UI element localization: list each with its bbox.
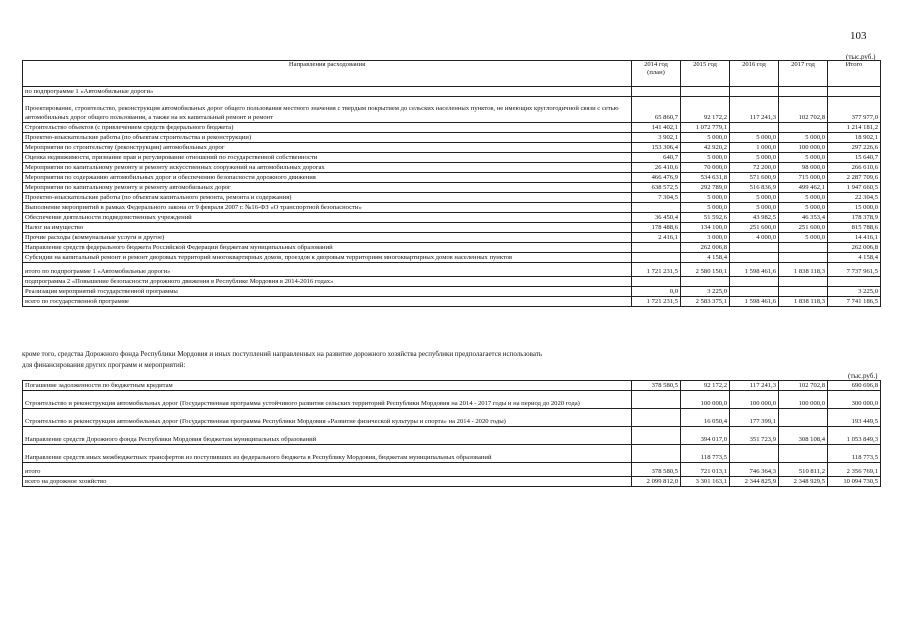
cell-2014 <box>632 243 681 253</box>
subprogram1-title: по подпрограмме 1 «Автомобильные дороги» <box>23 87 632 97</box>
cell-total: 297 226,6 <box>828 143 881 153</box>
grand-2015: 3 301 163,1 <box>681 477 730 487</box>
table-row <box>23 223 881 233</box>
cell-total: 1 053 849,3 <box>828 427 881 445</box>
cell-2014: 153 306,4 <box>632 143 681 153</box>
table-row <box>23 163 881 173</box>
subprogram2-title-row <box>23 277 881 287</box>
header-2017: 2017 год <box>779 61 828 87</box>
cell-2016: 5 000,0 <box>730 193 779 203</box>
row-label: Мероприятия по капитальному ремонту и ремонту искусственных сооружений на автомобильных дорогах <box>23 163 632 173</box>
cell-total: 178 378,9 <box>828 213 881 223</box>
row-label: Направление средств иных межбюджетных трансфертов из поступивших из федерального бюджета в Республику Мордовия, бюджетам муниципальных образований <box>23 445 632 463</box>
cell-2016: 117 241,3 <box>730 381 779 391</box>
cell-total: 193 449,5 <box>828 409 881 427</box>
cell-2017: 715 000,0 <box>779 173 828 183</box>
itogo-2016: 746 364,3 <box>730 463 779 477</box>
cell-2016: 72 200,0 <box>730 163 779 173</box>
cell-2014 <box>632 253 681 263</box>
itogo-row <box>23 463 881 477</box>
cell-2016 <box>730 287 779 297</box>
row-label: Проектно-изыскательские работы (по объектам строительства и реконструкции) <box>23 133 632 143</box>
cell-2017: 499 462,1 <box>779 183 828 193</box>
table-row <box>23 233 881 243</box>
cell-2017 <box>779 253 828 263</box>
cell-2017: 308 108,4 <box>779 427 828 445</box>
itogo-2014: 378 580,5 <box>632 463 681 477</box>
header-2015: 2015 год <box>681 61 730 87</box>
cell-total: 15 000,0 <box>828 203 881 213</box>
cell-2017: 100 000,0 <box>779 143 828 153</box>
cell-2015: 3 000,0 <box>681 233 730 243</box>
cell-2017: 251 600,0 <box>779 223 828 233</box>
table-header-row <box>23 61 881 87</box>
total-2016: 1 598 461,6 <box>730 297 779 307</box>
cell-total: 377 977,0 <box>828 97 881 123</box>
cell-2017: 5 000,0 <box>779 133 828 143</box>
cell-2014 <box>632 409 681 427</box>
cell-2017 <box>779 409 828 427</box>
itogo-label: итого <box>23 463 632 477</box>
cell-total: 262 006,8 <box>828 243 881 253</box>
cell-2017: 46 353,4 <box>779 213 828 223</box>
cell-2014: 178 488,6 <box>632 223 681 233</box>
row-label: Проектно-изыскательские работы (по объектам капитального ремонта, ремонта и содержания) <box>23 193 632 203</box>
cell-total: 1 947 660,5 <box>828 183 881 193</box>
table-row <box>23 203 881 213</box>
header-2014: 2014 год (план) <box>632 61 681 87</box>
cell-total: 118 773,5 <box>828 445 881 463</box>
row-label: Реализация мероприятий государственной программы <box>23 287 632 297</box>
cell-total: 815 788,6 <box>828 223 881 233</box>
other-programs-table <box>22 380 881 487</box>
cell-2015: 4 158,4 <box>681 253 730 263</box>
cell-2016: 516 836,9 <box>730 183 779 193</box>
cell-2015: 92 172,2 <box>681 97 730 123</box>
table-row <box>23 183 881 193</box>
table-row <box>23 445 881 463</box>
cell-2015: 534 631,8 <box>681 173 730 183</box>
note-line-1: кроме того, средства Дорожного фонда Республики Мордовия и иных поступлений направленных на развитие дорожного хозяйства республики предполагается использовать <box>22 350 543 358</box>
table-row <box>23 243 881 253</box>
total-2014: 1 721 231,5 <box>632 297 681 307</box>
grand-2017: 2 348 929,5 <box>779 477 828 487</box>
cell-2014: 640,7 <box>632 153 681 163</box>
page-number: 103 <box>850 30 867 42</box>
cell-2016: 177 399,1 <box>730 409 779 427</box>
cell-2014: 638 572,5 <box>632 183 681 193</box>
note-line-2: для финансирования других программ и мероприятий: <box>22 361 186 369</box>
cell-2015: 51 592,6 <box>681 213 730 223</box>
subtotal-row <box>23 263 881 277</box>
subprogram-title-row <box>23 87 881 97</box>
cell-2014 <box>632 203 681 213</box>
cell-2014 <box>632 427 681 445</box>
cell-2016 <box>730 253 779 263</box>
header-2016: 2016 год <box>730 61 779 87</box>
table-row <box>23 133 881 143</box>
cell-2015: 3 225,0 <box>681 287 730 297</box>
itogo-2017: 510 811,2 <box>779 463 828 477</box>
cell-2014: 378 580,5 <box>632 381 681 391</box>
table-row <box>23 193 881 203</box>
cell-2015: 100 000,0 <box>681 391 730 409</box>
row-label: Выполнение мероприятий в рамках Федерального закона от 9 февраля 2007 г. №16-ФЗ «О транспортной безопасности» <box>23 203 632 213</box>
grand-total: 10 094 730,5 <box>828 477 881 487</box>
cell-2017: 5 000,0 <box>779 203 828 213</box>
grand-total-row <box>23 477 881 487</box>
row-label: Оценка недвижимости, признание прав и регулирование отношений по государственной собственности <box>23 153 632 163</box>
cell-2014: 7 304,5 <box>632 193 681 203</box>
cell-total: 2 287 709,6 <box>828 173 881 183</box>
cell-2016: 5 000,0 <box>730 153 779 163</box>
cell-2016: 1 000,0 <box>730 143 779 153</box>
row-label: Налог на имущество <box>23 223 632 233</box>
cell-2016 <box>730 123 779 133</box>
cell-total: 1 214 181,2 <box>828 123 881 133</box>
cell-2014: 466 476,9 <box>632 173 681 183</box>
table-row <box>23 409 881 427</box>
cell-2016: 571 600,9 <box>730 173 779 183</box>
row-label: Строительство объектов (с привлечением средств федерального бюджета) <box>23 123 632 133</box>
cell-total: 18 902,1 <box>828 133 881 143</box>
cell-total: 690 696,8 <box>828 381 881 391</box>
table-row <box>23 253 881 263</box>
cell-total: 266 610,6 <box>828 163 881 173</box>
expenditure-table <box>22 60 881 307</box>
table-row <box>23 123 881 133</box>
cell-2017 <box>779 123 828 133</box>
subtotal-2016: 1 598 461,6 <box>730 263 779 277</box>
grand-2014: 2 099 812,0 <box>632 477 681 487</box>
cell-2015: 16 050,4 <box>681 409 730 427</box>
row-label: Субсидии на капитальный ремонт и ремонт дворовых территорий многоквартирных домов, проездов к дворовым территориям многоквартирных домов населенных пунктов <box>23 253 632 263</box>
grand-label: всего на дорожное хозяйство <box>23 477 632 487</box>
cell-2017: 100 000,0 <box>779 391 828 409</box>
cell-2017: 98 000,0 <box>779 163 828 173</box>
cell-2014: 36 450,4 <box>632 213 681 223</box>
table-row <box>23 143 881 153</box>
row-label: Направление средств федерального бюджета Российской Федерации бюджетам муниципальных образований <box>23 243 632 253</box>
unit-label-2: (тыс.руб.) <box>848 372 878 380</box>
row-label: Мероприятия по строительству (реконструкции) автомобильных дорог <box>23 143 632 153</box>
cell-2015: 262 006,8 <box>681 243 730 253</box>
cell-2016: 351 723,9 <box>730 427 779 445</box>
cell-total: 15 640,7 <box>828 153 881 163</box>
table-row <box>23 153 881 163</box>
cell-2015: 5 000,0 <box>681 133 730 143</box>
unit-label: (тыс.руб.) <box>846 53 876 61</box>
total-label: всего по государственной программе <box>23 297 632 307</box>
cell-2014 <box>632 391 681 409</box>
total-total: 7 741 186,5 <box>828 297 881 307</box>
row-label: Направление средств Дорожного фонда Республики Мордовия бюджетам муниципальных образований <box>23 427 632 445</box>
row-label: Проектирование, строительство, реконструкция автомобильных дорог общего пользования местного значения с твердым покрытием до сельских населенных пунктов, не имеющих круглогодичной связи с сетью автомобильных дорог общего пользования, а также на их капитальный ремонт и ремонт <box>23 97 632 123</box>
table-row <box>23 97 881 123</box>
total-2015: 2 583 375,1 <box>681 297 730 307</box>
table-row <box>23 173 881 183</box>
table-row <box>23 287 881 297</box>
row-label: Строительство и реконструкция автомобильных дорог (Государственная программа устойчивого развития сельских территорий Республики Мордовия на 2014 - 2017 годы и на период до 2020 года) <box>23 391 632 409</box>
cell-2016: 251 600,0 <box>730 223 779 233</box>
row-label: Прочие расходы (коммунальные услуги и другое) <box>23 233 632 243</box>
subtotal-2015: 2 580 150,1 <box>681 263 730 277</box>
table-row <box>23 427 881 445</box>
cell-2016: 43 982,5 <box>730 213 779 223</box>
cell-total: 4 158,4 <box>828 253 881 263</box>
table-row <box>23 381 881 391</box>
cell-2015: 92 172,2 <box>681 381 730 391</box>
cell-2015: 42 920,2 <box>681 143 730 153</box>
cell-total: 300 000,0 <box>828 391 881 409</box>
cell-2017 <box>779 243 828 253</box>
cell-total: 3 225,0 <box>828 287 881 297</box>
cell-2017: 102 702,8 <box>779 97 828 123</box>
cell-2017: 5 000,0 <box>779 233 828 243</box>
cell-2015: 134 100,0 <box>681 223 730 233</box>
cell-2016: 5 000,0 <box>730 133 779 143</box>
cell-total: 14 416,1 <box>828 233 881 243</box>
cell-2015: 70 000,0 <box>681 163 730 173</box>
cell-2015: 5 000,0 <box>681 153 730 163</box>
itogo-2015: 721 013,1 <box>681 463 730 477</box>
cell-2014: 3 902,1 <box>632 133 681 143</box>
cell-2017 <box>779 445 828 463</box>
cell-2016 <box>730 243 779 253</box>
cell-2014: 0,0 <box>632 287 681 297</box>
itogo-total: 2 356 769,1 <box>828 463 881 477</box>
cell-total: 22 304,5 <box>828 193 881 203</box>
row-label: Мероприятия по капитальному ремонту и ремонту автомобильных дорог <box>23 183 632 193</box>
cell-2015: 5 000,0 <box>681 193 730 203</box>
subtotal-2017: 1 838 118,3 <box>779 263 828 277</box>
cell-2014 <box>632 445 681 463</box>
cell-2016 <box>730 445 779 463</box>
cell-2017 <box>779 287 828 297</box>
cell-2017: 102 702,8 <box>779 381 828 391</box>
grand-2016: 2 344 825,9 <box>730 477 779 487</box>
cell-2017: 5 000,0 <box>779 193 828 203</box>
row-label: Погашение задолженности по бюджетным кредитам <box>23 381 632 391</box>
cell-2014: 141 402,1 <box>632 123 681 133</box>
cell-2014: 65 860,7 <box>632 97 681 123</box>
row-label: Обеспечение деятельности подведомственных учреждений <box>23 213 632 223</box>
total-row <box>23 297 881 307</box>
header-total: Итого <box>828 61 881 87</box>
cell-2014: 26 410,6 <box>632 163 681 173</box>
cell-2016: 4 000,0 <box>730 233 779 243</box>
total-2017: 1 838 118,3 <box>779 297 828 307</box>
subtotal-label: итого по подпрограмме 1 «Автомобильные дороги» <box>23 263 632 277</box>
table-row <box>23 391 881 409</box>
subtotal-total: 7 737 961,5 <box>828 263 881 277</box>
subtotal-2014: 1 721 231,5 <box>632 263 681 277</box>
cell-2016: 117 241,3 <box>730 97 779 123</box>
cell-2015: 5 000,0 <box>681 203 730 213</box>
cell-2015: 118 773,5 <box>681 445 730 463</box>
cell-2016: 5 000,0 <box>730 203 779 213</box>
cell-2015: 292 789,0 <box>681 183 730 193</box>
table-row <box>23 213 881 223</box>
cell-2016: 100 000,0 <box>730 391 779 409</box>
subprogram2-title: подпрограмма 2 «Повышение безопасности дорожного движения в Республике Мордовия в 2014-2016 годах» <box>23 277 632 287</box>
cell-2015: 394 017,0 <box>681 427 730 445</box>
cell-2014: 2 416,1 <box>632 233 681 243</box>
cell-2015: 1 072 779,1 <box>681 123 730 133</box>
row-label: Мероприятия по содержанию автомобильных дорог и обеспечению безопасности дорожного движения <box>23 173 632 183</box>
cell-2017: 5 000,0 <box>779 153 828 163</box>
header-direction: Направления расходования <box>23 61 632 87</box>
row-label: Строительство и реконструкция автомобильных дорог (Государственная программа Республики Мордовия «Развитие физической культуры и спорта» на 2014 - 2020 годы) <box>23 409 632 427</box>
